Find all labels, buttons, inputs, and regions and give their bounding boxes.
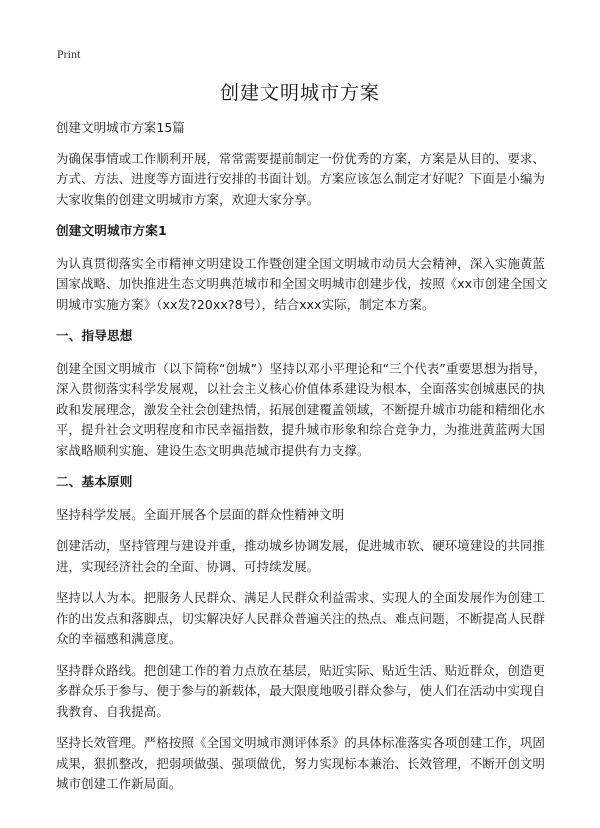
section-paragraph: 为认真贯彻落实全市精神文明建设工作暨创建全国文明城市动员大会精神，深入实施黄蓝国家战略、加快推进生态文明典范城市和全国文明城市创建步伐，按照《xx市创建全国文明城市实施方案》（xx发?20xx?8号），结合xxx实际，制定本方案。: [56, 255, 548, 312]
principle-paragraph: 坚持群众路线。把创建工作的着力点放在基层，贴近实际、贴近生活、贴近群众，创造更多群众乐于参与、便于参与的新载体，最大限度地吸引群众参与，使人们在活动中实现自我教育、自我提高。: [56, 662, 546, 719]
document-subtitle: 创建文明城市方案15篇: [56, 120, 185, 135]
document-body: [56, 118, 552, 806]
page-title: 创建文明城市方案: [219, 82, 380, 104]
guiding-paragraph: 创建全国文明城市（以下简称“创城”）坚持以邓小平理论和“三个代表”重要思想为指导，深入贯彻落实科学发展观，以社会主义核心价值体系建设为根本，全面落实创城惠民的执政和发展理念，激发全社会创建热情，拓展创建覆盖领域，不断提升城市功能和精细化水平，提升社会文明程度和市民幸福指数，提升城市形象和综合竞争力，为推进黄蓝两大国家战略顺利实施、建设生态文明典范城市提供有力支撑。: [56, 360, 547, 458]
principle-paragraph: 创建活动，坚持管理与建设并重，推动城乡协调发展，促进城市软、硬环境建设的共同推进，实现经济社会的全面、协调、可持续发展。: [56, 538, 546, 574]
principle-paragraph: 坚持长效管理。严格按照《全国文明城市测评体系》的具体标准落实各项创建工作，巩固成果，狠抓整改，把弱项做强、强项做优，努力实现标本兼治、长效管理，不断开创文明城市创建工作新局面。: [56, 735, 546, 791]
principles-heading: 二、基本原则: [56, 474, 133, 489]
print-link[interactable]: Print: [57, 47, 81, 61]
principle-paragraph: 坚持科学发展。全面开展各个层面的群众性精神文明: [56, 506, 345, 522]
section-heading: 创建文明城市方案1: [56, 223, 167, 238]
guiding-heading: 一、指导思想: [56, 328, 133, 343]
intro-paragraph: 为确保事情或工作顺利开展，常常需要提前制定一份优秀的方案，方案是从目的、要求、方式、方法、进度等方面进行安排的书面计划。方案应该怎么制定才好呢？下面是小编为大家收集的创建文明城市方案，欢迎大家分享。: [56, 150, 546, 207]
principle-paragraph: 坚持以人为本。把服务人民群众、满足人民群众利益需求、实现人的全面发展作为创建工作的出发点和落脚点，切实解决好人民群众普遍关注的热点、难点问题，不断提高人民群众的幸福感和满意度。: [56, 590, 546, 646]
